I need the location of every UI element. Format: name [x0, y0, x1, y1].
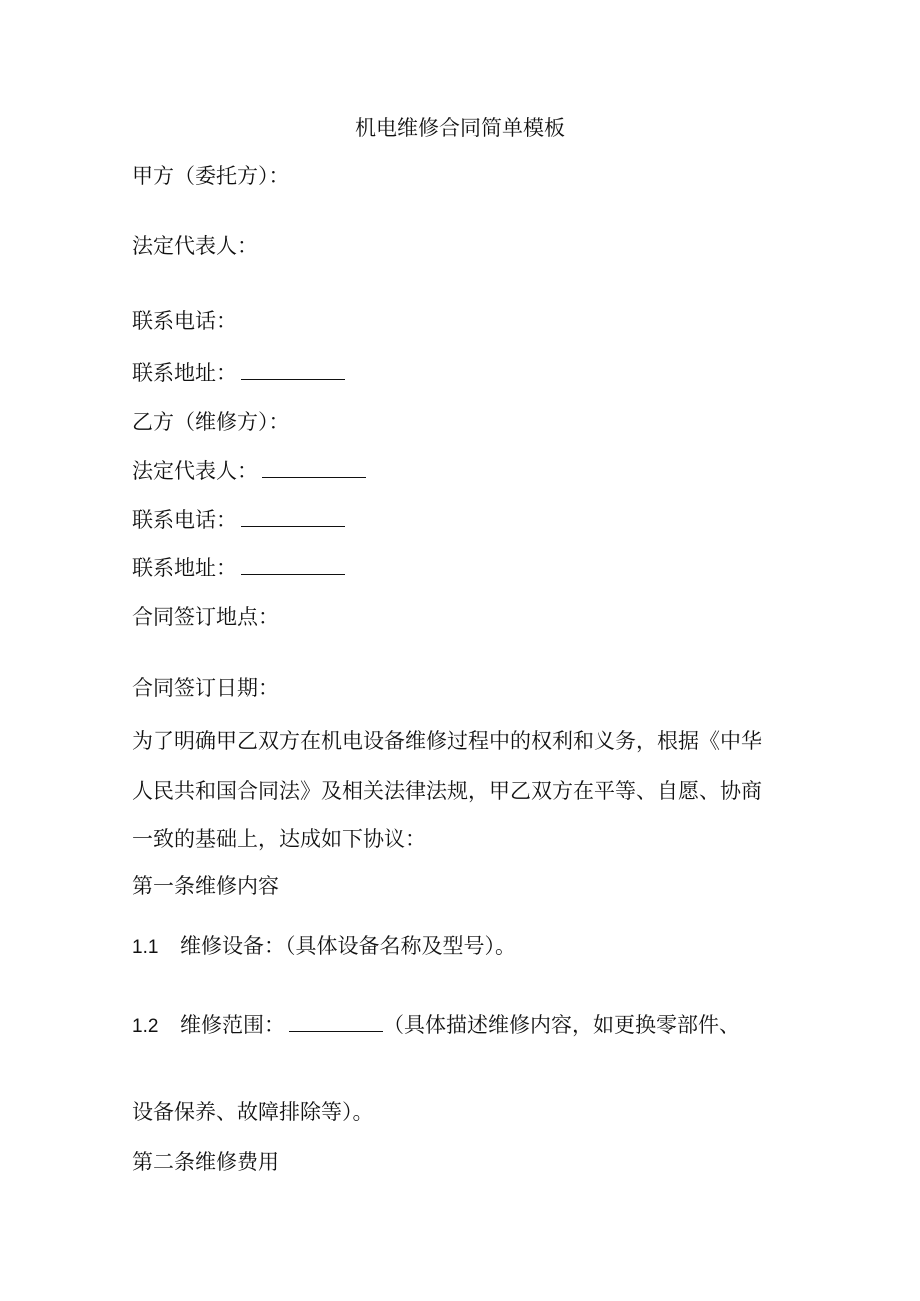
party-b-phone-line: [132, 508, 345, 532]
party-b-heading: 乙方（维修方）：: [132, 410, 290, 434]
party-a-address-label: 联系地址：: [132, 361, 237, 385]
party-b-phone-blank: [241, 508, 345, 527]
article-1-item-2: [132, 1013, 740, 1039]
party-b-rep-blank: [262, 459, 366, 478]
party-a-heading: 甲方（委托方）：: [132, 164, 290, 188]
item-1-2-number: 1.2: [132, 1016, 159, 1037]
party-b-address-blank: [241, 556, 345, 575]
party-b-rep-label: 法定代表人：: [132, 459, 258, 483]
party-b-phone-label: 联系电话：: [132, 508, 237, 532]
item-1-2-rest: （具体描述维修内容，如更换零部件、: [383, 1013, 740, 1037]
item-1-1-number: 1.1: [132, 937, 159, 958]
article-1-item-1: [132, 934, 516, 960]
party-a-address-line: [132, 361, 345, 385]
party-b-rep-line: [132, 459, 366, 483]
party-a-address-blank: [241, 361, 345, 380]
preamble-line-3: 一致的基础上，达成如下协议：: [132, 827, 426, 851]
party-b-address-label: 联系地址：: [132, 556, 237, 580]
party-a-rep: 法定代表人：: [132, 234, 258, 258]
item-1-2-blank: [289, 1013, 383, 1032]
item-1-2-label: 维修范围：: [180, 1013, 285, 1037]
party-b-address-line: [132, 556, 345, 580]
article-1-heading: 第一条维修内容: [132, 874, 279, 898]
sign-place: 合同签订地点：: [132, 605, 279, 629]
article-2-heading: 第二条维修费用: [132, 1150, 279, 1174]
sign-date: 合同签订日期：: [132, 676, 279, 700]
article-1-item-2-continued: 设备保养、故障排除等）。: [132, 1100, 374, 1124]
preamble-line-1: 为了明确甲乙双方在机电设备维修过程中的权利和义务，根据《中华: [132, 729, 762, 753]
document-title: 机电维修合同简单模板: [355, 116, 565, 140]
party-a-phone: 联系电话：: [132, 309, 237, 333]
preamble-line-2: 人民共和国合同法》及相关法律法规，甲乙双方在平等、自愿、协商: [132, 779, 762, 803]
item-1-1-text: 维修设备：（具体设备名称及型号）。: [180, 934, 516, 958]
